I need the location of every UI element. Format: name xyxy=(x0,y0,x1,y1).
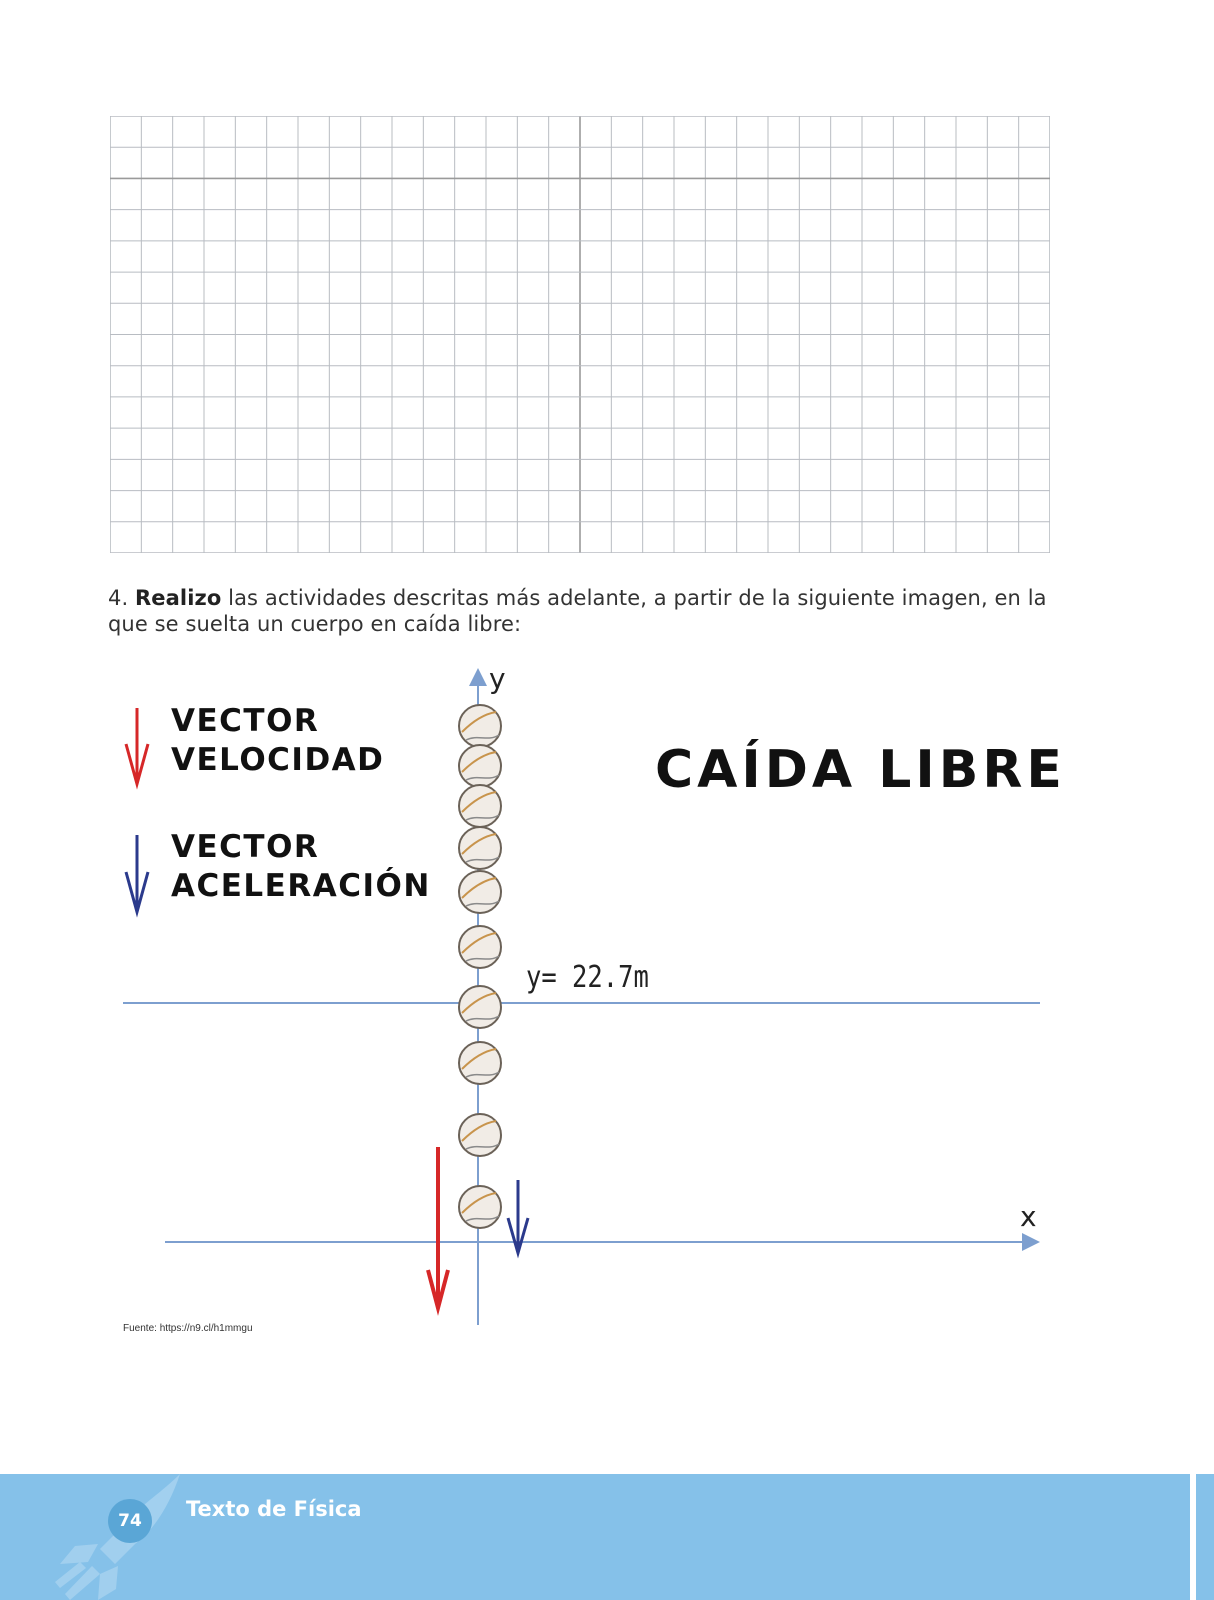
velocity-legend-arrow xyxy=(126,708,148,784)
falling-ball xyxy=(459,926,501,968)
acceleration-legend-label: VECTOR ACELERACIÓN xyxy=(171,829,431,904)
graph-paper-grid xyxy=(110,116,1050,553)
activity-number: 4. xyxy=(108,586,129,610)
y-axis-label: y xyxy=(489,662,506,695)
acceleration-legend-arrow xyxy=(126,835,148,912)
falling-ball xyxy=(459,986,501,1028)
page-number: 74 xyxy=(108,1499,152,1543)
activity-verb: Realizo xyxy=(135,586,222,610)
falling-ball-sequence xyxy=(459,705,501,1228)
image-source: Fuente: https://n9.cl/h1mmgu xyxy=(123,1323,253,1334)
y-axis-arrowhead xyxy=(469,668,487,686)
activity-text: las actividades descritas más adelante, a partir de la siguiente imagen, en la que se suelta un cuerpo en caída libre: xyxy=(108,586,1047,636)
x-axis-arrowhead xyxy=(1022,1233,1040,1251)
height-readout: y= 22.7m xyxy=(526,960,649,995)
velocity-vector xyxy=(428,1147,448,1308)
activity-instruction xyxy=(108,585,1052,637)
falling-ball xyxy=(459,1114,501,1156)
falling-ball xyxy=(459,827,501,869)
falling-ball xyxy=(459,745,501,787)
footer-book-title: Texto de Física xyxy=(186,1497,362,1521)
falling-ball xyxy=(459,1042,501,1084)
figure-title: CAÍDA LIBRE xyxy=(655,740,1066,800)
page-footer xyxy=(0,1474,1214,1600)
falling-ball xyxy=(459,785,501,827)
footer-edge-stripe xyxy=(1190,1474,1196,1600)
x-axis-label: x xyxy=(1020,1200,1037,1233)
falling-ball xyxy=(459,871,501,913)
velocity-legend-label: VECTOR VELOCIDAD xyxy=(171,703,385,778)
falling-ball xyxy=(459,705,501,747)
falling-ball xyxy=(459,1186,501,1228)
free-fall-figure xyxy=(0,660,1214,1360)
